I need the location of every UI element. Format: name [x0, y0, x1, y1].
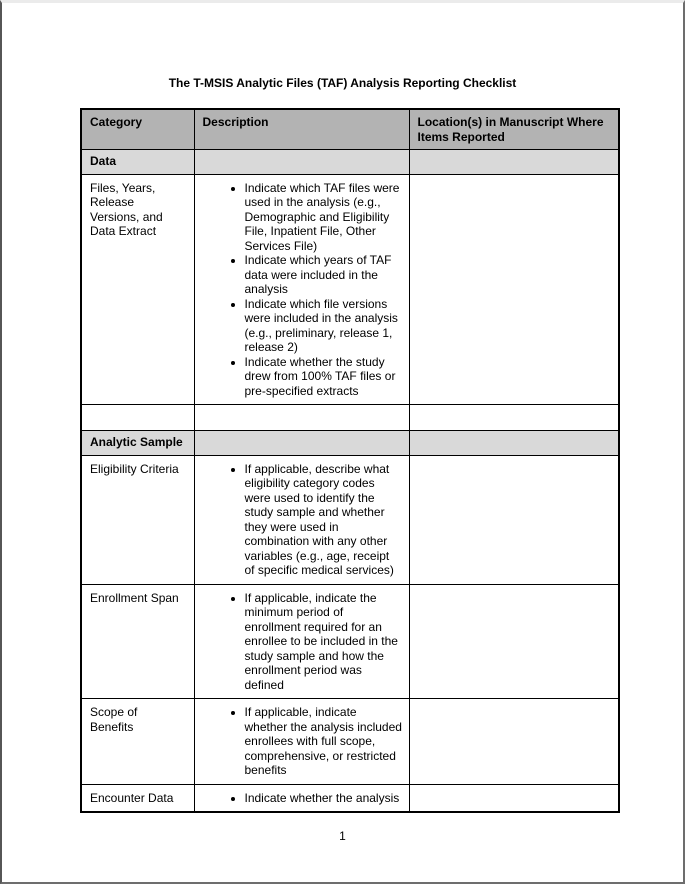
category-cell: Files, Years, Release Versions, and Data Extract: [81, 174, 194, 405]
column-header-description: Description: [194, 109, 409, 150]
location-cell: [409, 699, 619, 785]
column-header-category: Category: [81, 109, 194, 150]
bullet-list: [203, 181, 403, 399]
location-cell: [409, 784, 619, 812]
bullet-item: • Indicate which years of TAF data were included in the analysis: [245, 253, 403, 297]
category-cell: Encounter Data: [81, 784, 194, 812]
table-header-row: [81, 109, 619, 150]
page-title: The T-MSIS Analytic Files (TAF) Analysis Reporting Checklist: [168, 76, 517, 90]
description-cell: [194, 584, 409, 699]
description-cell: [194, 150, 409, 175]
description-cell: [194, 455, 409, 584]
column-header-location: Location(s) in Manuscript Where Items Reported: [409, 109, 619, 150]
location-cell: [409, 455, 619, 584]
bullet-list: [203, 791, 403, 806]
description-cell: [194, 174, 409, 405]
table-row: [81, 174, 619, 405]
bullet-item: • Indicate whether the study drew from 100% TAF files or pre-specified extracts: [245, 355, 403, 399]
section-row: [81, 431, 619, 456]
location-cell: [409, 150, 619, 175]
bullet-item: • If applicable, indicate the minimum period of enrollment required for an enrollee to be included in the study sample and how the enrollment period was defined: [245, 591, 403, 693]
category-cell: Eligibility Criteria: [81, 455, 194, 584]
description-cell: [194, 405, 409, 431]
location-cell: [409, 584, 619, 699]
bullet-item: • If applicable, indicate whether the analysis included enrollees with full scope, comprehensive, or restricted benefits: [245, 705, 403, 778]
table-row: [81, 455, 619, 584]
spacer-row: [81, 405, 619, 431]
table-row: [81, 784, 619, 812]
category-cell: Scope of Benefits: [81, 699, 194, 785]
description-cell: [194, 699, 409, 785]
location-cell: [409, 174, 619, 405]
bullet-list: [203, 705, 403, 778]
table-row: [81, 584, 619, 699]
page-number: 1: [339, 829, 346, 843]
location-cell: [409, 431, 619, 456]
bullet-item: • Indicate which file versions were included in the analysis (e.g., preliminary, release 1, release 2): [245, 297, 403, 355]
bullet-item: • If applicable, describe what eligibility category codes were used to identify the study sample and whether they were used in combination with any other variables (e.g., age, receipt of specific medical services): [245, 462, 403, 578]
bullet-list: [203, 462, 403, 578]
category-cell: [81, 405, 194, 431]
section-row: [81, 150, 619, 175]
bullet-item: • Indicate whether the analysis: [245, 791, 403, 806]
section-header-cell: Data: [81, 150, 194, 175]
checklist-table: [80, 108, 620, 813]
category-cell: Enrollment Span: [81, 584, 194, 699]
section-header-cell: Analytic Sample: [81, 431, 194, 456]
location-cell: [409, 405, 619, 431]
description-cell: [194, 784, 409, 812]
bullet-list: [203, 591, 403, 693]
bullet-item: • Indicate which TAF files were used in the analysis (e.g., Demographic and Eligibility File, Inpatient File, Other Services File): [245, 181, 403, 254]
table-row: [81, 699, 619, 785]
description-cell: [194, 431, 409, 456]
table-body: [81, 150, 619, 813]
